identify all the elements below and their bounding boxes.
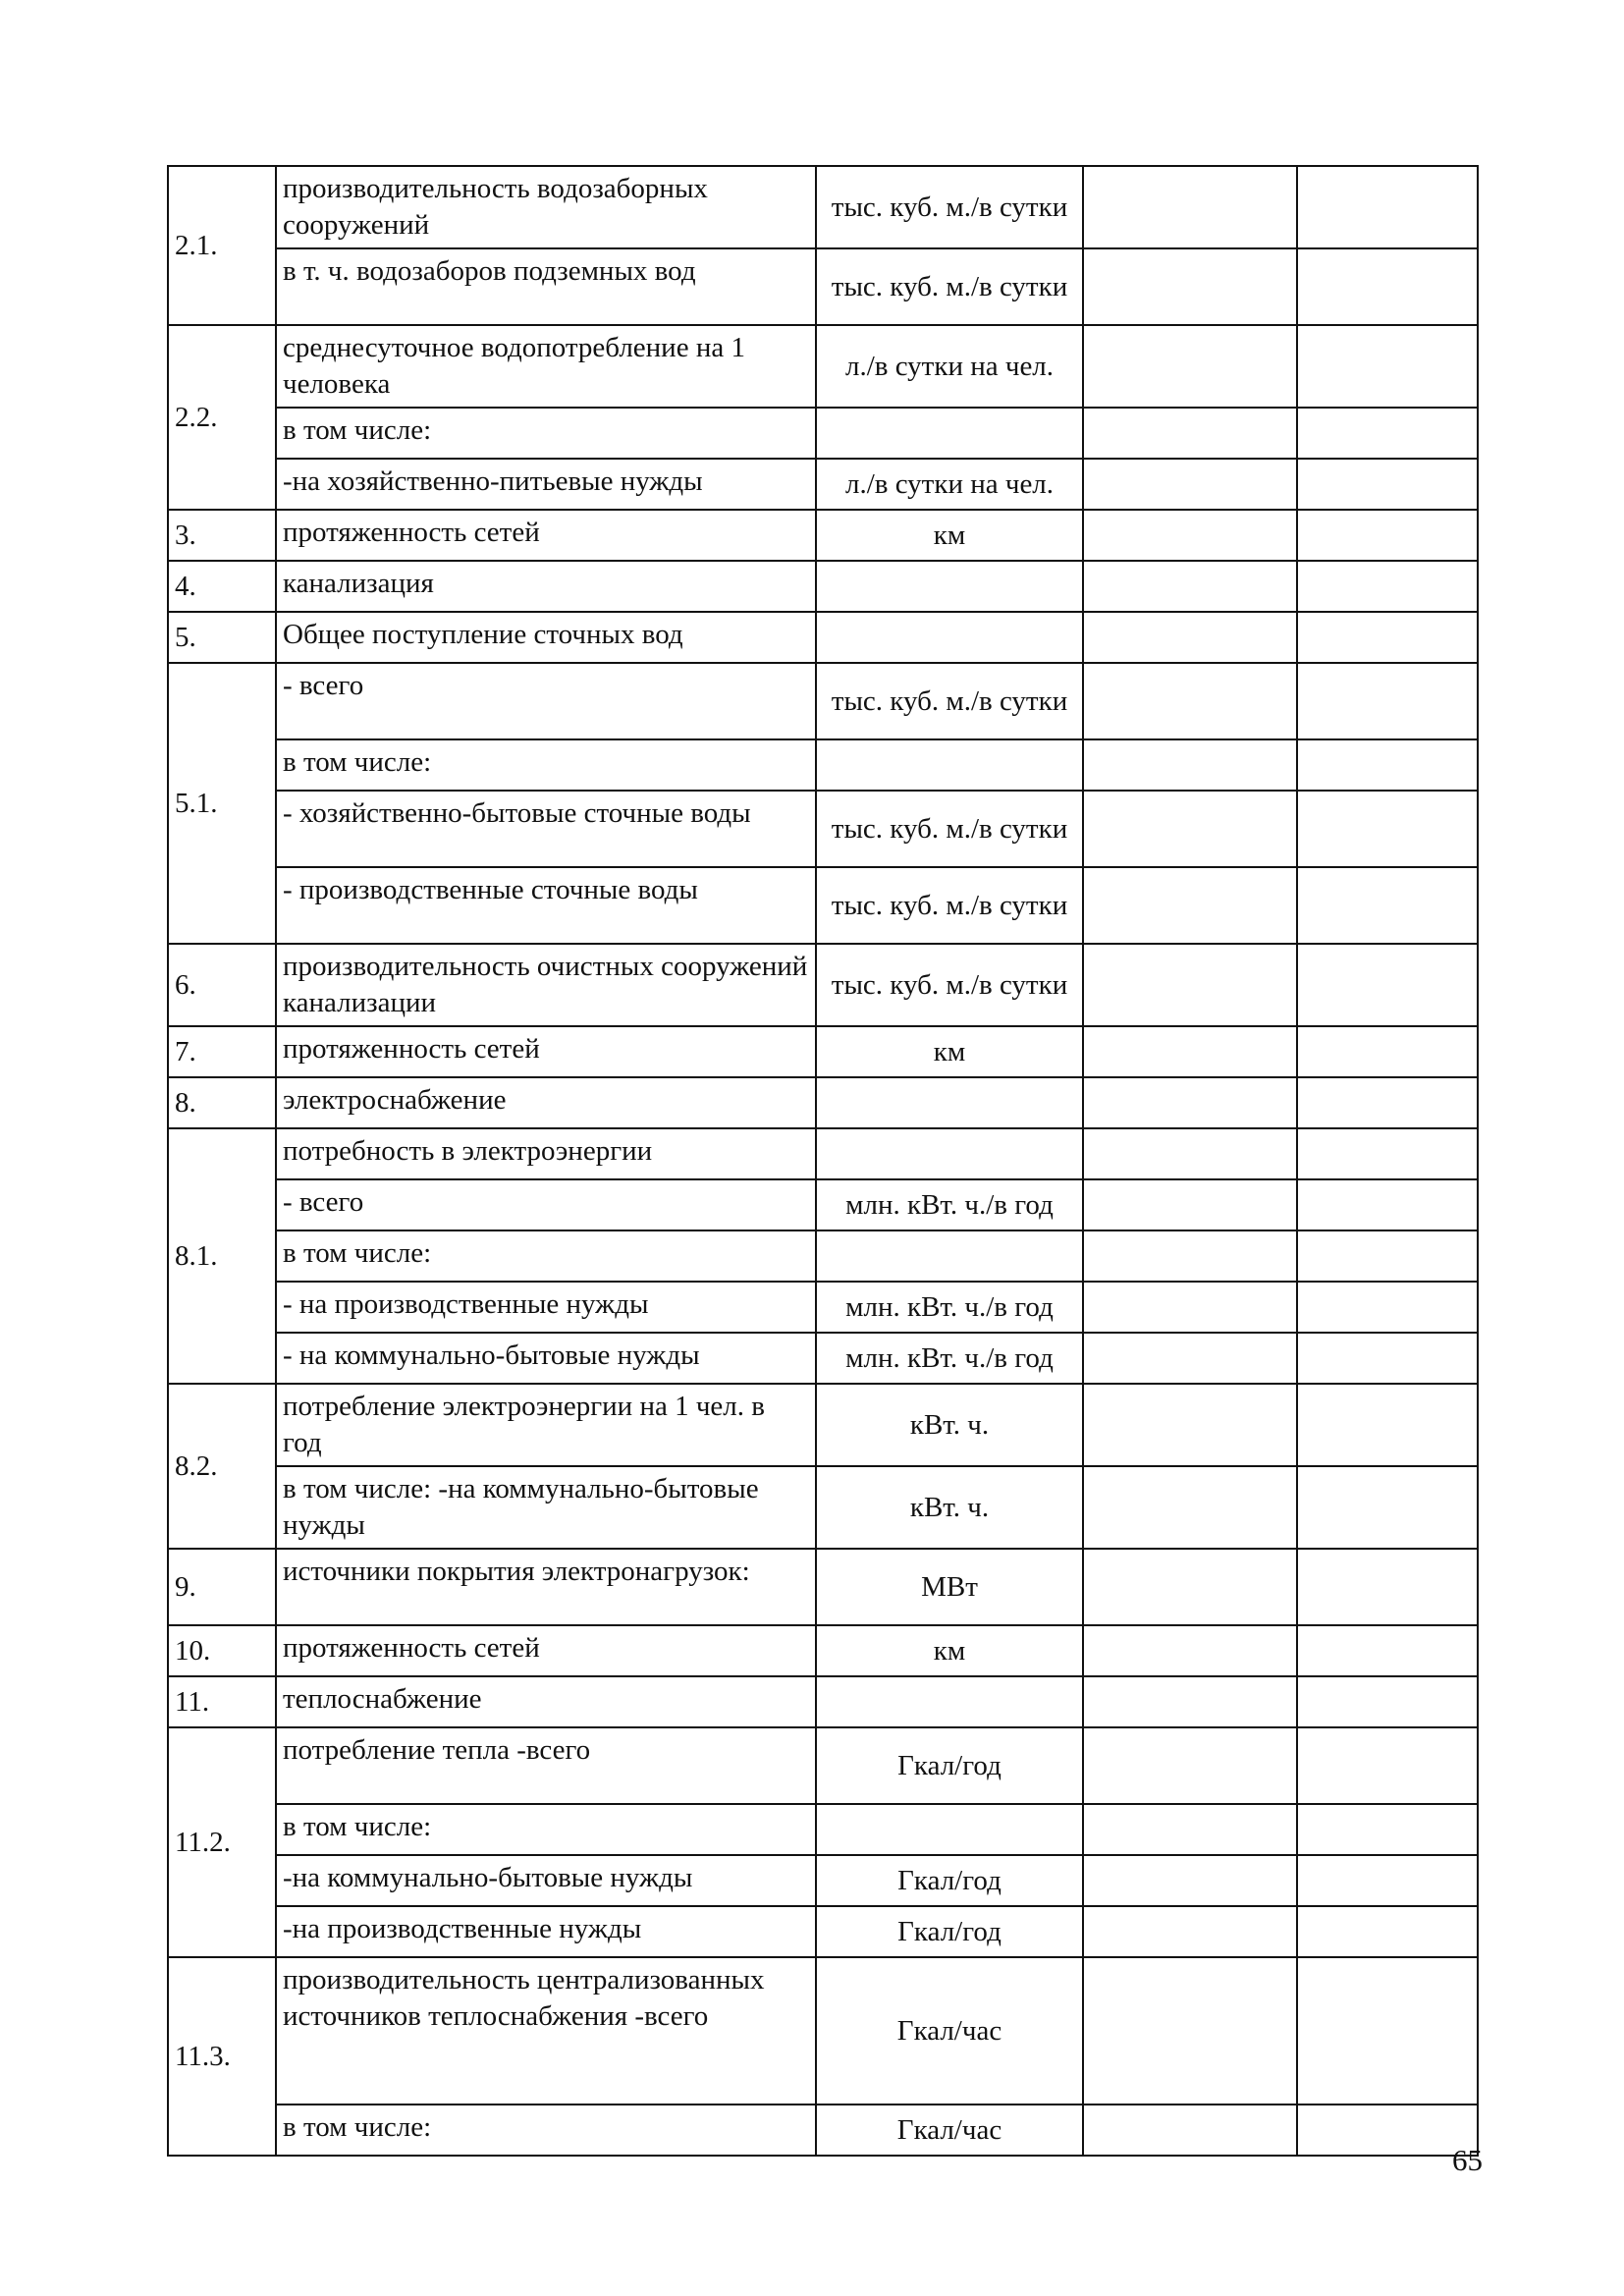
table-row: [168, 1676, 1478, 1727]
row-number: 8.: [168, 1077, 276, 1128]
indicator-name: в том числе:: [276, 1230, 816, 1282]
indicator-name: - на производственные нужды: [276, 1282, 816, 1333]
indicator-name: производительность водозаборных сооружений: [276, 166, 816, 248]
table-row: [168, 1282, 1478, 1333]
value-cell-current: [1083, 1282, 1297, 1333]
unit-cell: [816, 1230, 1083, 1282]
unit-cell: Гкал/час: [816, 2105, 1083, 2156]
value-cell-current: [1083, 166, 1297, 248]
row-number: 11.2.: [168, 1727, 276, 1957]
unit-cell: тыс. куб. м./в сутки: [816, 867, 1083, 944]
unit-cell: [816, 561, 1083, 612]
value-cell-current: [1083, 791, 1297, 867]
value-cell-target: [1297, 867, 1478, 944]
row-number: 2.2.: [168, 325, 276, 510]
value-cell-current: [1083, 408, 1297, 459]
indicator-name: теплоснабжение: [276, 1676, 816, 1727]
row-number: 9.: [168, 1549, 276, 1625]
value-cell-current: [1083, 1230, 1297, 1282]
table-row: [168, 2105, 1478, 2156]
value-cell-current: [1083, 1179, 1297, 1230]
table-row: [168, 1906, 1478, 1957]
value-cell-target: [1297, 408, 1478, 459]
indicator-name: производительность централизованных источников теплоснабжения -всего: [276, 1957, 816, 2105]
unit-cell: Гкал/год: [816, 1727, 1083, 1804]
unit-cell: Гкал/год: [816, 1855, 1083, 1906]
value-cell-current: [1083, 867, 1297, 944]
indicator-name: в т. ч. водозаборов подземных вод: [276, 248, 816, 325]
value-cell-target: [1297, 1676, 1478, 1727]
value-cell-target: [1297, 612, 1478, 663]
value-cell-current: [1083, 944, 1297, 1026]
unit-cell: млн. кВт. ч./в год: [816, 1282, 1083, 1333]
table-row: [168, 1466, 1478, 1549]
table-row: [168, 1230, 1478, 1282]
value-cell-target: [1297, 248, 1478, 325]
value-cell-target: [1297, 1384, 1478, 1466]
value-cell-current: [1083, 1855, 1297, 1906]
table-row: [168, 1957, 1478, 2105]
unit-cell: л./в сутки на чел.: [816, 459, 1083, 510]
value-cell-current: [1083, 663, 1297, 739]
indicator-name: в том числе:: [276, 1804, 816, 1855]
table-row: [168, 166, 1478, 248]
value-cell-current: [1083, 2105, 1297, 2156]
value-cell-current: [1083, 510, 1297, 561]
unit-cell: тыс. куб. м./в сутки: [816, 791, 1083, 867]
value-cell-current: [1083, 1333, 1297, 1384]
row-number: 6.: [168, 944, 276, 1026]
value-cell-target: [1297, 1804, 1478, 1855]
value-cell-target: [1297, 459, 1478, 510]
table-row: [168, 663, 1478, 739]
indicator-name: протяженность сетей: [276, 510, 816, 561]
value-cell-current: [1083, 739, 1297, 791]
value-cell-target: [1297, 1333, 1478, 1384]
table-row: [168, 1179, 1478, 1230]
table-row: [168, 1026, 1478, 1077]
indicator-name: протяженность сетей: [276, 1625, 816, 1676]
value-cell-target: [1297, 1855, 1478, 1906]
indicator-name: - всего: [276, 1179, 816, 1230]
value-cell-target: [1297, 1026, 1478, 1077]
value-cell-target: [1297, 1179, 1478, 1230]
unit-cell: Гкал/год: [816, 1906, 1083, 1957]
table-row: [168, 459, 1478, 510]
unit-cell: тыс. куб. м./в сутки: [816, 663, 1083, 739]
indicator-name: источники покрытия электронагрузок:: [276, 1549, 816, 1625]
indicator-name: потребление тепла -всего: [276, 1727, 816, 1804]
unit-cell: МВт: [816, 1549, 1083, 1625]
table-row: [168, 1384, 1478, 1466]
table-row: [168, 1077, 1478, 1128]
unit-cell: л./в сутки на чел.: [816, 325, 1083, 408]
row-number: 5.1.: [168, 663, 276, 944]
indicator-name: потребление электроэнергии на 1 чел. в год: [276, 1384, 816, 1466]
table-row: [168, 612, 1478, 663]
indicator-name: - хозяйственно-бытовые сточные воды: [276, 791, 816, 867]
row-number: 11.3.: [168, 1957, 276, 2156]
unit-cell: тыс. куб. м./в сутки: [816, 248, 1083, 325]
row-number: 10.: [168, 1625, 276, 1676]
row-number: 8.2.: [168, 1384, 276, 1549]
value-cell-target: [1297, 944, 1478, 1026]
indicator-name: - на коммунально-бытовые нужды: [276, 1333, 816, 1384]
value-cell-current: [1083, 1077, 1297, 1128]
unit-cell: км: [816, 510, 1083, 561]
table-row: [168, 325, 1478, 408]
value-cell-current: [1083, 1906, 1297, 1957]
value-cell-current: [1083, 1026, 1297, 1077]
value-cell-current: [1083, 1549, 1297, 1625]
table-row: [168, 561, 1478, 612]
table-row: [168, 1804, 1478, 1855]
value-cell-current: [1083, 1676, 1297, 1727]
value-cell-target: [1297, 1957, 1478, 2105]
indicator-name: - производственные сточные воды: [276, 867, 816, 944]
value-cell-target: [1297, 325, 1478, 408]
value-cell-target: [1297, 1128, 1478, 1179]
row-number: 11.: [168, 1676, 276, 1727]
unit-cell: тыс. куб. м./в сутки: [816, 166, 1083, 248]
table-row: [168, 791, 1478, 867]
value-cell-target: [1297, 1625, 1478, 1676]
indicator-name: Общее поступление сточных вод: [276, 612, 816, 663]
indicator-name: электроснабжение: [276, 1077, 816, 1128]
value-cell-target: [1297, 166, 1478, 248]
unit-cell: [816, 612, 1083, 663]
row-number: 7.: [168, 1026, 276, 1077]
value-cell-target: [1297, 791, 1478, 867]
table-row: [168, 867, 1478, 944]
unit-cell: км: [816, 1026, 1083, 1077]
row-number: 3.: [168, 510, 276, 561]
value-cell-current: [1083, 1384, 1297, 1466]
table-row: [168, 739, 1478, 791]
value-cell-target: [1297, 561, 1478, 612]
value-cell-current: [1083, 1466, 1297, 1549]
unit-cell: тыс. куб. м./в сутки: [816, 944, 1083, 1026]
table-row: [168, 408, 1478, 459]
value-cell-current: [1083, 561, 1297, 612]
value-cell-current: [1083, 1625, 1297, 1676]
indicator-name: канализация: [276, 561, 816, 612]
table-row: [168, 944, 1478, 1026]
table-row: [168, 1333, 1478, 1384]
indicator-name: -на коммунально-бытовые нужды: [276, 1855, 816, 1906]
page-number: 65: [1452, 2143, 1483, 2177]
unit-cell: [816, 408, 1083, 459]
indicator-name: производительность очистных сооружений канализации: [276, 944, 816, 1026]
row-number: 8.1.: [168, 1128, 276, 1384]
value-cell-target: [1297, 739, 1478, 791]
value-cell-target: [1297, 1906, 1478, 1957]
indicator-name: в том числе:: [276, 2105, 816, 2156]
unit-cell: кВт. ч.: [816, 1384, 1083, 1466]
indicator-name: в том числе:: [276, 739, 816, 791]
indicator-name: в том числе: -на коммунально-бытовые нужды: [276, 1466, 816, 1549]
table-row: [168, 510, 1478, 561]
unit-cell: млн. кВт. ч./в год: [816, 1333, 1083, 1384]
indicators-table: [167, 165, 1479, 2157]
table-row: [168, 1625, 1478, 1676]
value-cell-target: [1297, 1549, 1478, 1625]
indicator-name: потребность в электроэнергии: [276, 1128, 816, 1179]
table-row: [168, 1128, 1478, 1179]
row-number: 5.: [168, 612, 276, 663]
unit-cell: Гкал/час: [816, 1957, 1083, 2105]
value-cell-target: [1297, 1466, 1478, 1549]
value-cell-current: [1083, 612, 1297, 663]
value-cell-target: [1297, 663, 1478, 739]
value-cell-current: [1083, 325, 1297, 408]
indicator-name: в том числе:: [276, 408, 816, 459]
value-cell-current: [1083, 1957, 1297, 2105]
unit-cell: км: [816, 1625, 1083, 1676]
value-cell-target: [1297, 510, 1478, 561]
indicator-name: - всего: [276, 663, 816, 739]
value-cell-current: [1083, 248, 1297, 325]
indicator-name: -на производственные нужды: [276, 1906, 816, 1957]
unit-cell: [816, 1676, 1083, 1727]
table-row: [168, 1549, 1478, 1625]
value-cell-current: [1083, 1727, 1297, 1804]
value-cell-current: [1083, 1128, 1297, 1179]
row-number: 4.: [168, 561, 276, 612]
indicator-name: среднесуточное водопотребление на 1 человека: [276, 325, 816, 408]
row-number: 2.1.: [168, 166, 276, 325]
value-cell-target: [1297, 1077, 1478, 1128]
unit-cell: [816, 1077, 1083, 1128]
value-cell-target: [1297, 1230, 1478, 1282]
table-row: [168, 248, 1478, 325]
value-cell-current: [1083, 459, 1297, 510]
indicator-name: протяженность сетей: [276, 1026, 816, 1077]
value-cell-current: [1083, 1804, 1297, 1855]
value-cell-target: [1297, 1727, 1478, 1804]
unit-cell: кВт. ч.: [816, 1466, 1083, 1549]
unit-cell: [816, 1128, 1083, 1179]
unit-cell: [816, 1804, 1083, 1855]
table-row: [168, 1855, 1478, 1906]
table-row: [168, 1727, 1478, 1804]
unit-cell: млн. кВт. ч./в год: [816, 1179, 1083, 1230]
value-cell-target: [1297, 1282, 1478, 1333]
indicator-name: -на хозяйственно-питьевые нужды: [276, 459, 816, 510]
unit-cell: [816, 739, 1083, 791]
